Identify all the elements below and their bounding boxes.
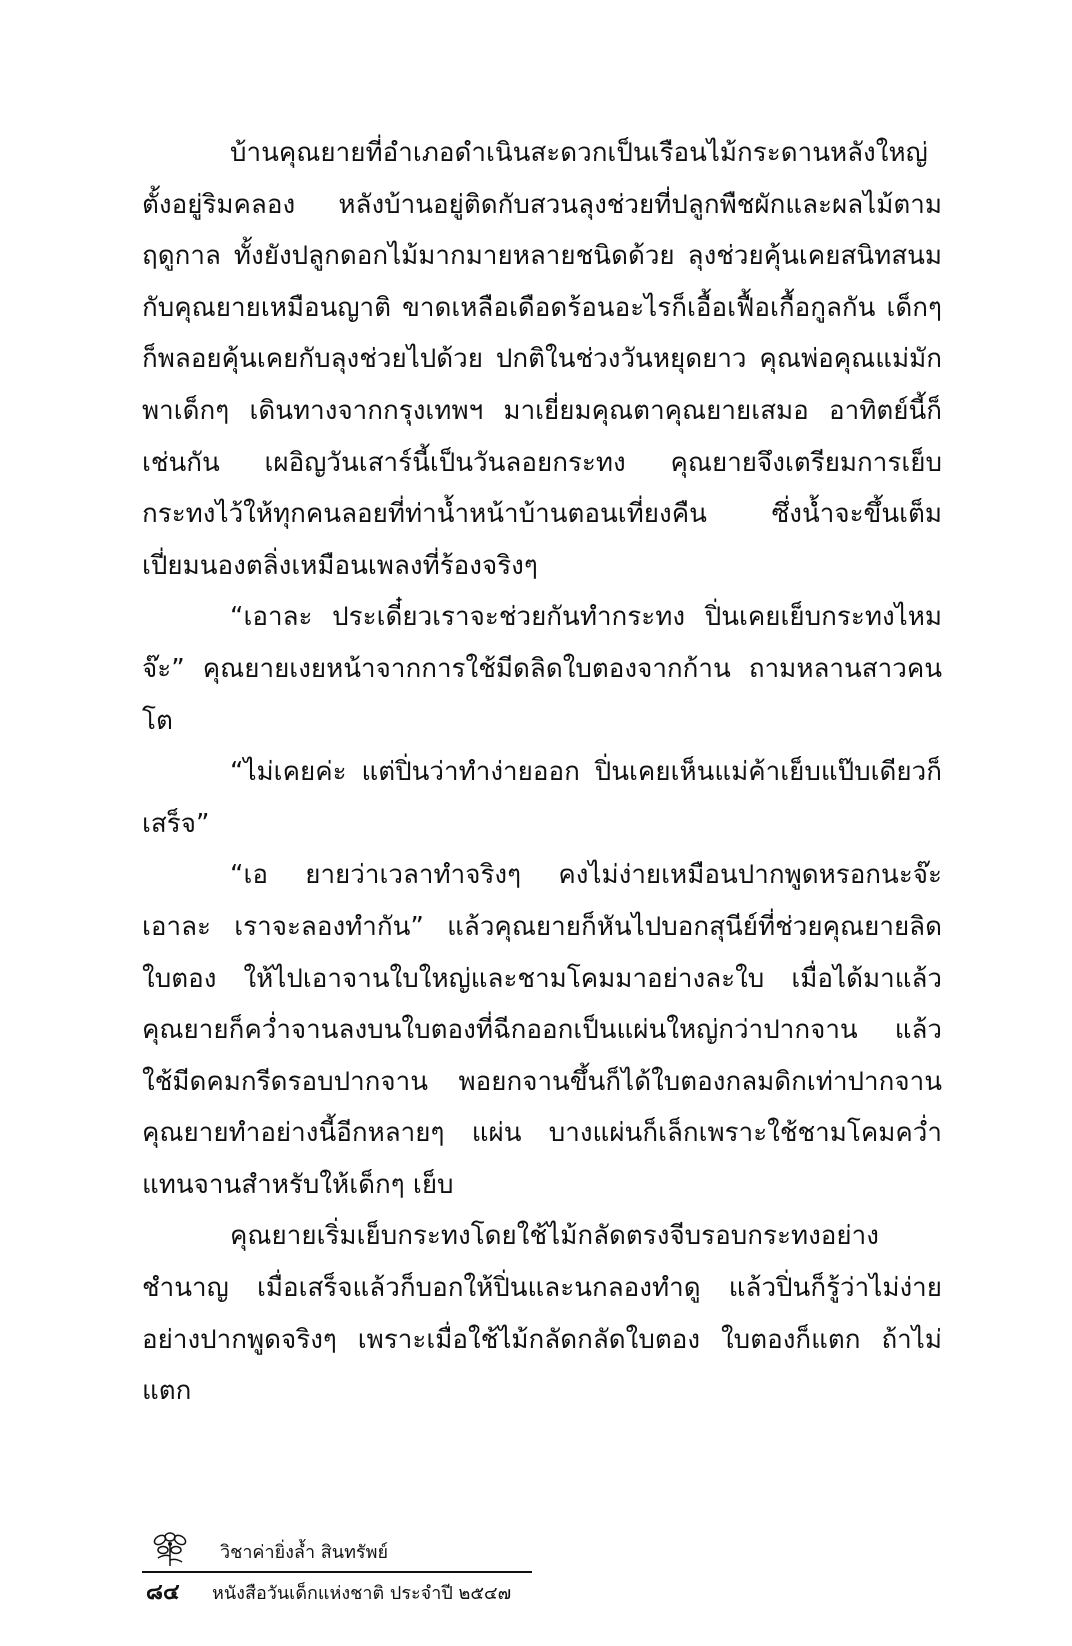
- paragraph-2: “เอาละ ประเดี๋ยวเราจะช่วยกันทำกระทง ปิ่นเคยเย็บกระทงไหมจ๊ะ” คุณยายเงยหน้าจากการใช้มีดลิดใบตองจากก้าน ถามหลานสาวคนโต: [142, 602, 942, 736]
- body-text: [142, 128, 942, 1418]
- footer-subject: วิชาค่ายิ่งล้ำ สินทรัพย์: [220, 1542, 389, 1563]
- page-footer: [142, 1530, 542, 1620]
- paragraph-4: “เอ ยายว่าเวลาทำจริงๆ คงไม่ง่ายเหมือนปากพูดหรอกนะจ๊ะเอาละ เราจะลองทำกัน” แล้วคุณยายก็หันไปบอกสุนีย์ที่ช่วยคุณยายลิดใบตอง ให้ไปเอาจานใบใหญ่และชามโคมมาอย่างละใบ เมื่อได้มาแล้วคุณยายก็คว่ำจานลงบนใบตองที่ฉีกออกเป็นแผ่นใหญ่กว่าปากจาน แล้วใช้มีดคมกรีดรอบปากจาน พอยกจานขึ้นก็ได้ใบตองกลมดิกเท่าปากจานคุณยายทำอย่างนี้อีกหลายๆ แผ่น บางแผ่นก็เล็กเพราะใช้ชามโคมคว่ำแทนจานสำหรับให้เด็กๆ เย็บ: [142, 860, 942, 1200]
- paragraph-3: “ไม่เคยค่ะ แต่ปิ่นว่าทำง่ายออก ปิ่นเคยเห็นแม่ค้าเย็บแป๊บเดียวก็เสร็จ”: [142, 757, 942, 839]
- footer-book-title: หนังสือวันเด็กแห่งชาติ ประจำปี ๒๕๔๗: [212, 1583, 512, 1604]
- flower-logo-icon: [146, 1530, 194, 1570]
- paragraph-5: คุณยายเริ่มเย็บกระทงโดยใช้ไม้กลัดตรงจีบรอบกระทงอย่างชำนาญ เมื่อเสร็จแล้วก็บอกให้ปิ่นและนกลองทำดู แล้วปิ่นก็รู้ว่าไม่ง่ายอย่างปากพูดจริงๆ เพราะเมื่อใช้ไม้กลัดกลัดใบตอง ใบตองก็แตก ถ้าไม่แตก: [142, 1221, 942, 1407]
- paragraph-1: บ้านคุณยายที่อำเภอดำเนินสะดวกเป็นเรือนไม้กระดานหลังใหญ่ตั้งอยู่ริมคลอง หลังบ้านอยู่ติดกับสวนลุงช่วยที่ปลูกพืชผักและผลไม้ตามฤดูกาล ทั้งยังปลูกดอกไม้มากมายหลายชนิดด้วย ลุงช่วยคุ้นเคยสนิทสนมกับคุณยายเหมือนญาติ ขาดเหลือเดือดร้อนอะไรก็เอื้อเฟื้อเกื้อกูลกัน เด็กๆก็พลอยคุ้นเคยกับลุงช่วยไปด้วย ปกติในช่วงวันหยุดยาว คุณพ่อคุณแม่มักพาเด็กๆ เดินทางจากกรุงเทพฯ มาเยี่ยมคุณตาคุณยายเสมอ อาทิตย์นี้ก็เช่นกัน เผอิญวันเสาร์นี้เป็นวันลอยกระทง คุณยายจึงเตรียมการเย็บกระทงไว้ให้ทุกคนลอยที่ท่าน้ำหน้าบ้านตอนเที่ยงคืน ซึ่งน้ำจะขึ้นเต็มเปี่ยมนองตลิ่งเหมือนเพลงที่ร้องจริงๆ: [142, 138, 942, 581]
- page-number: ๘๔: [146, 1580, 180, 1605]
- footer-divider: [142, 1571, 532, 1573]
